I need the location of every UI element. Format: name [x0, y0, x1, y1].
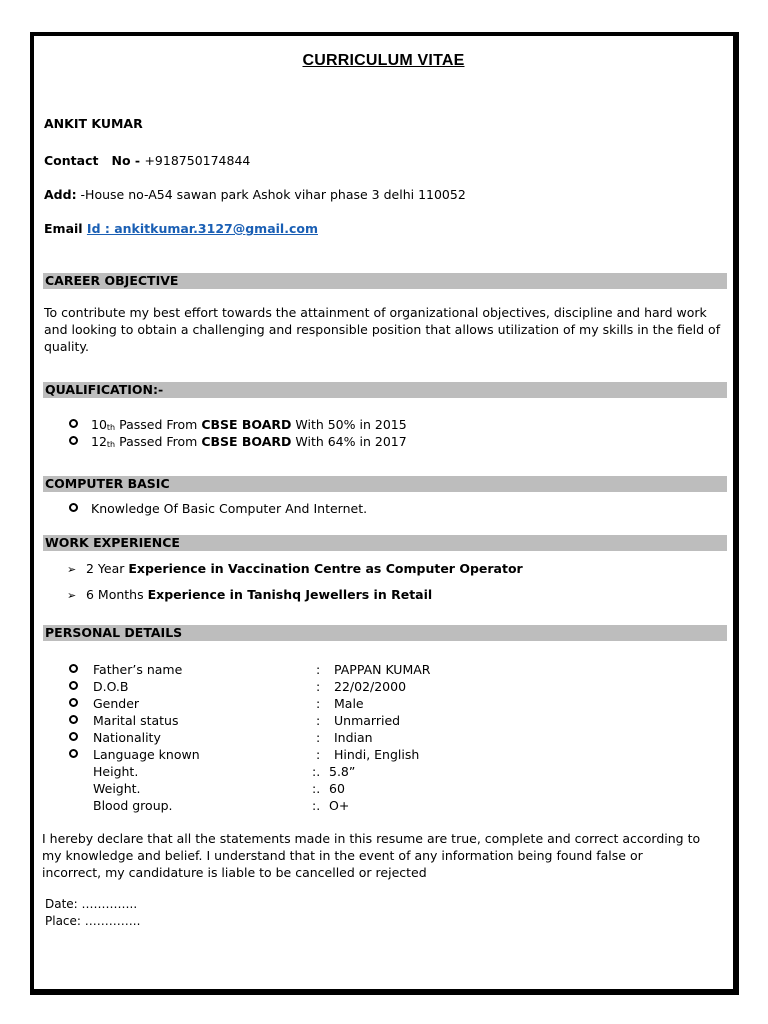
- email-link[interactable]: Id : ankitkumar.3127@gmail.com: [86, 221, 318, 236]
- place-line: [45, 914, 140, 928]
- candidate-name: ANKIT KUMAR: [44, 116, 143, 131]
- bullet-circle-icon: [69, 749, 78, 758]
- list-item: ➢ 2 Year Experience in Vaccination Centre as Computer Operator: [67, 561, 523, 576]
- bullet-circle-icon: [69, 732, 78, 741]
- address-label: Add:: [44, 187, 77, 202]
- declaration-text: I hereby declare that all the statements made in this resume are true, complete and correct according to my knowledge and belief. I understand that in the event of any information being found false or incorrect, my candidature is liable to be cancelled or rejected: [42, 831, 701, 880]
- personal-detail-row: Father’s name : PAPPAN KUMAR: [69, 662, 91, 679]
- bullet-circle-icon: [69, 664, 78, 673]
- section-heading-career-objective: CAREER OBJECTIVE: [43, 273, 727, 289]
- personal-detail-row: Gender : Male: [69, 696, 91, 713]
- bullet-circle-icon: [69, 503, 78, 512]
- contact-label: Contact No -: [44, 153, 145, 168]
- bullet-circle-icon: [69, 698, 78, 707]
- list-item: $10_{th}$ Passed From CBSE BOARD With 50% in 2015: [69, 417, 407, 432]
- personal-detail-row: D.O.B : 22/02/2000: [69, 679, 91, 696]
- bullet-circle-icon: [69, 419, 78, 428]
- arrow-bullet-icon: ➢: [67, 589, 77, 602]
- career-objective-text: To contribute my best effort towards the attainment of organizational objectives, discipline and hard work and looking to obtain a challenging and responsible position that allows utilization of my skills in the field of quality.: [44, 305, 721, 354]
- list-item: ➢ 6 Months Experience in Tanishq Jewellers in Retail: [67, 587, 433, 602]
- date-value: …………..: [81, 897, 138, 911]
- personal-detail-row: Language known : Hindi, English: [69, 747, 91, 764]
- bullet-circle-icon: [69, 436, 78, 445]
- address-line: [44, 187, 466, 202]
- email-line: [44, 221, 318, 236]
- section-heading-computer-basic: COMPUTER BASIC: [43, 476, 727, 492]
- list-item: $12_{th}$ Passed From CBSE BOARD With 64% in 2017: [69, 434, 407, 449]
- list-item: Knowledge Of Basic Computer And Internet.: [69, 501, 367, 516]
- personal-detail-row: Marital status : Unmarried: [69, 713, 91, 730]
- place-value: …………..: [84, 914, 141, 928]
- date-line: [45, 897, 137, 911]
- personal-detail-row: Nationality : Indian: [69, 730, 91, 747]
- place-label: Place:: [45, 914, 85, 928]
- contact-value: +918750174844: [144, 153, 251, 168]
- document-title: CURRICULUM VITAE: [302, 52, 465, 69]
- address-value: -House no-A54 sawan park Ashok vihar phase 3 delhi 110052: [76, 187, 466, 202]
- contact-line: [44, 153, 250, 168]
- section-heading-qualification: QUALIFICATION:-: [43, 382, 727, 398]
- email-label: Email: [44, 221, 87, 236]
- section-heading-personal-details: PERSONAL DETAILS: [43, 625, 727, 641]
- bullet-circle-icon: [69, 715, 78, 724]
- arrow-bullet-icon: ➢: [67, 563, 77, 576]
- resume-page: CURRICULUM VITAE ANKIT KUMAR Contact No - +918750174844 Add: -House no-A54 sawan park Ashok vihar phase 3 delhi 110052 Email Id : ankitkumar.3127@gmail.com CAREER OBJECTIVE To contribute my best effort towards the attainment of organizational objectives, discipline and hard work and looking to obtain a challenging and responsible position that allows utilization of my skills in the field of quality. QUALIFICATION:- $10_{th}$ Passed From CBSE BOARD With 50% in 2015 $12_{th}$ Passed From CBSE BOARD With 64% in 2017 COMPUTER BASIC Knowledge Of Basic Computer And Internet. WORK EXPERIENCE ➢ 2 Year Experience in Vaccination Centre as Computer Operator ➢ 6 Months Experience in Tanishq Jewellers in Retail PERSONAL DETAILS Father’s name : PAPPAN KUMAR D.O.B : 22/02/2000 Gender : Male Marital status : Unmarried Nationality : Indian Language known : Hindi, English Height. :. 5.8” Weight. :. 60 Blood group. :. O+ I hereby declare that all the statements made in this resume are true, complete and correct according to my knowledge and belief. I understand that in the event of any information being found false or incorrect, my candidature is liable to be cancelled or rejected Date: ………….. Place: …………..: [30, 32, 739, 995]
- bullet-circle-icon: [69, 681, 78, 690]
- section-heading-work-experience: WORK EXPERIENCE: [43, 535, 727, 551]
- date-label: Date:: [45, 897, 82, 911]
